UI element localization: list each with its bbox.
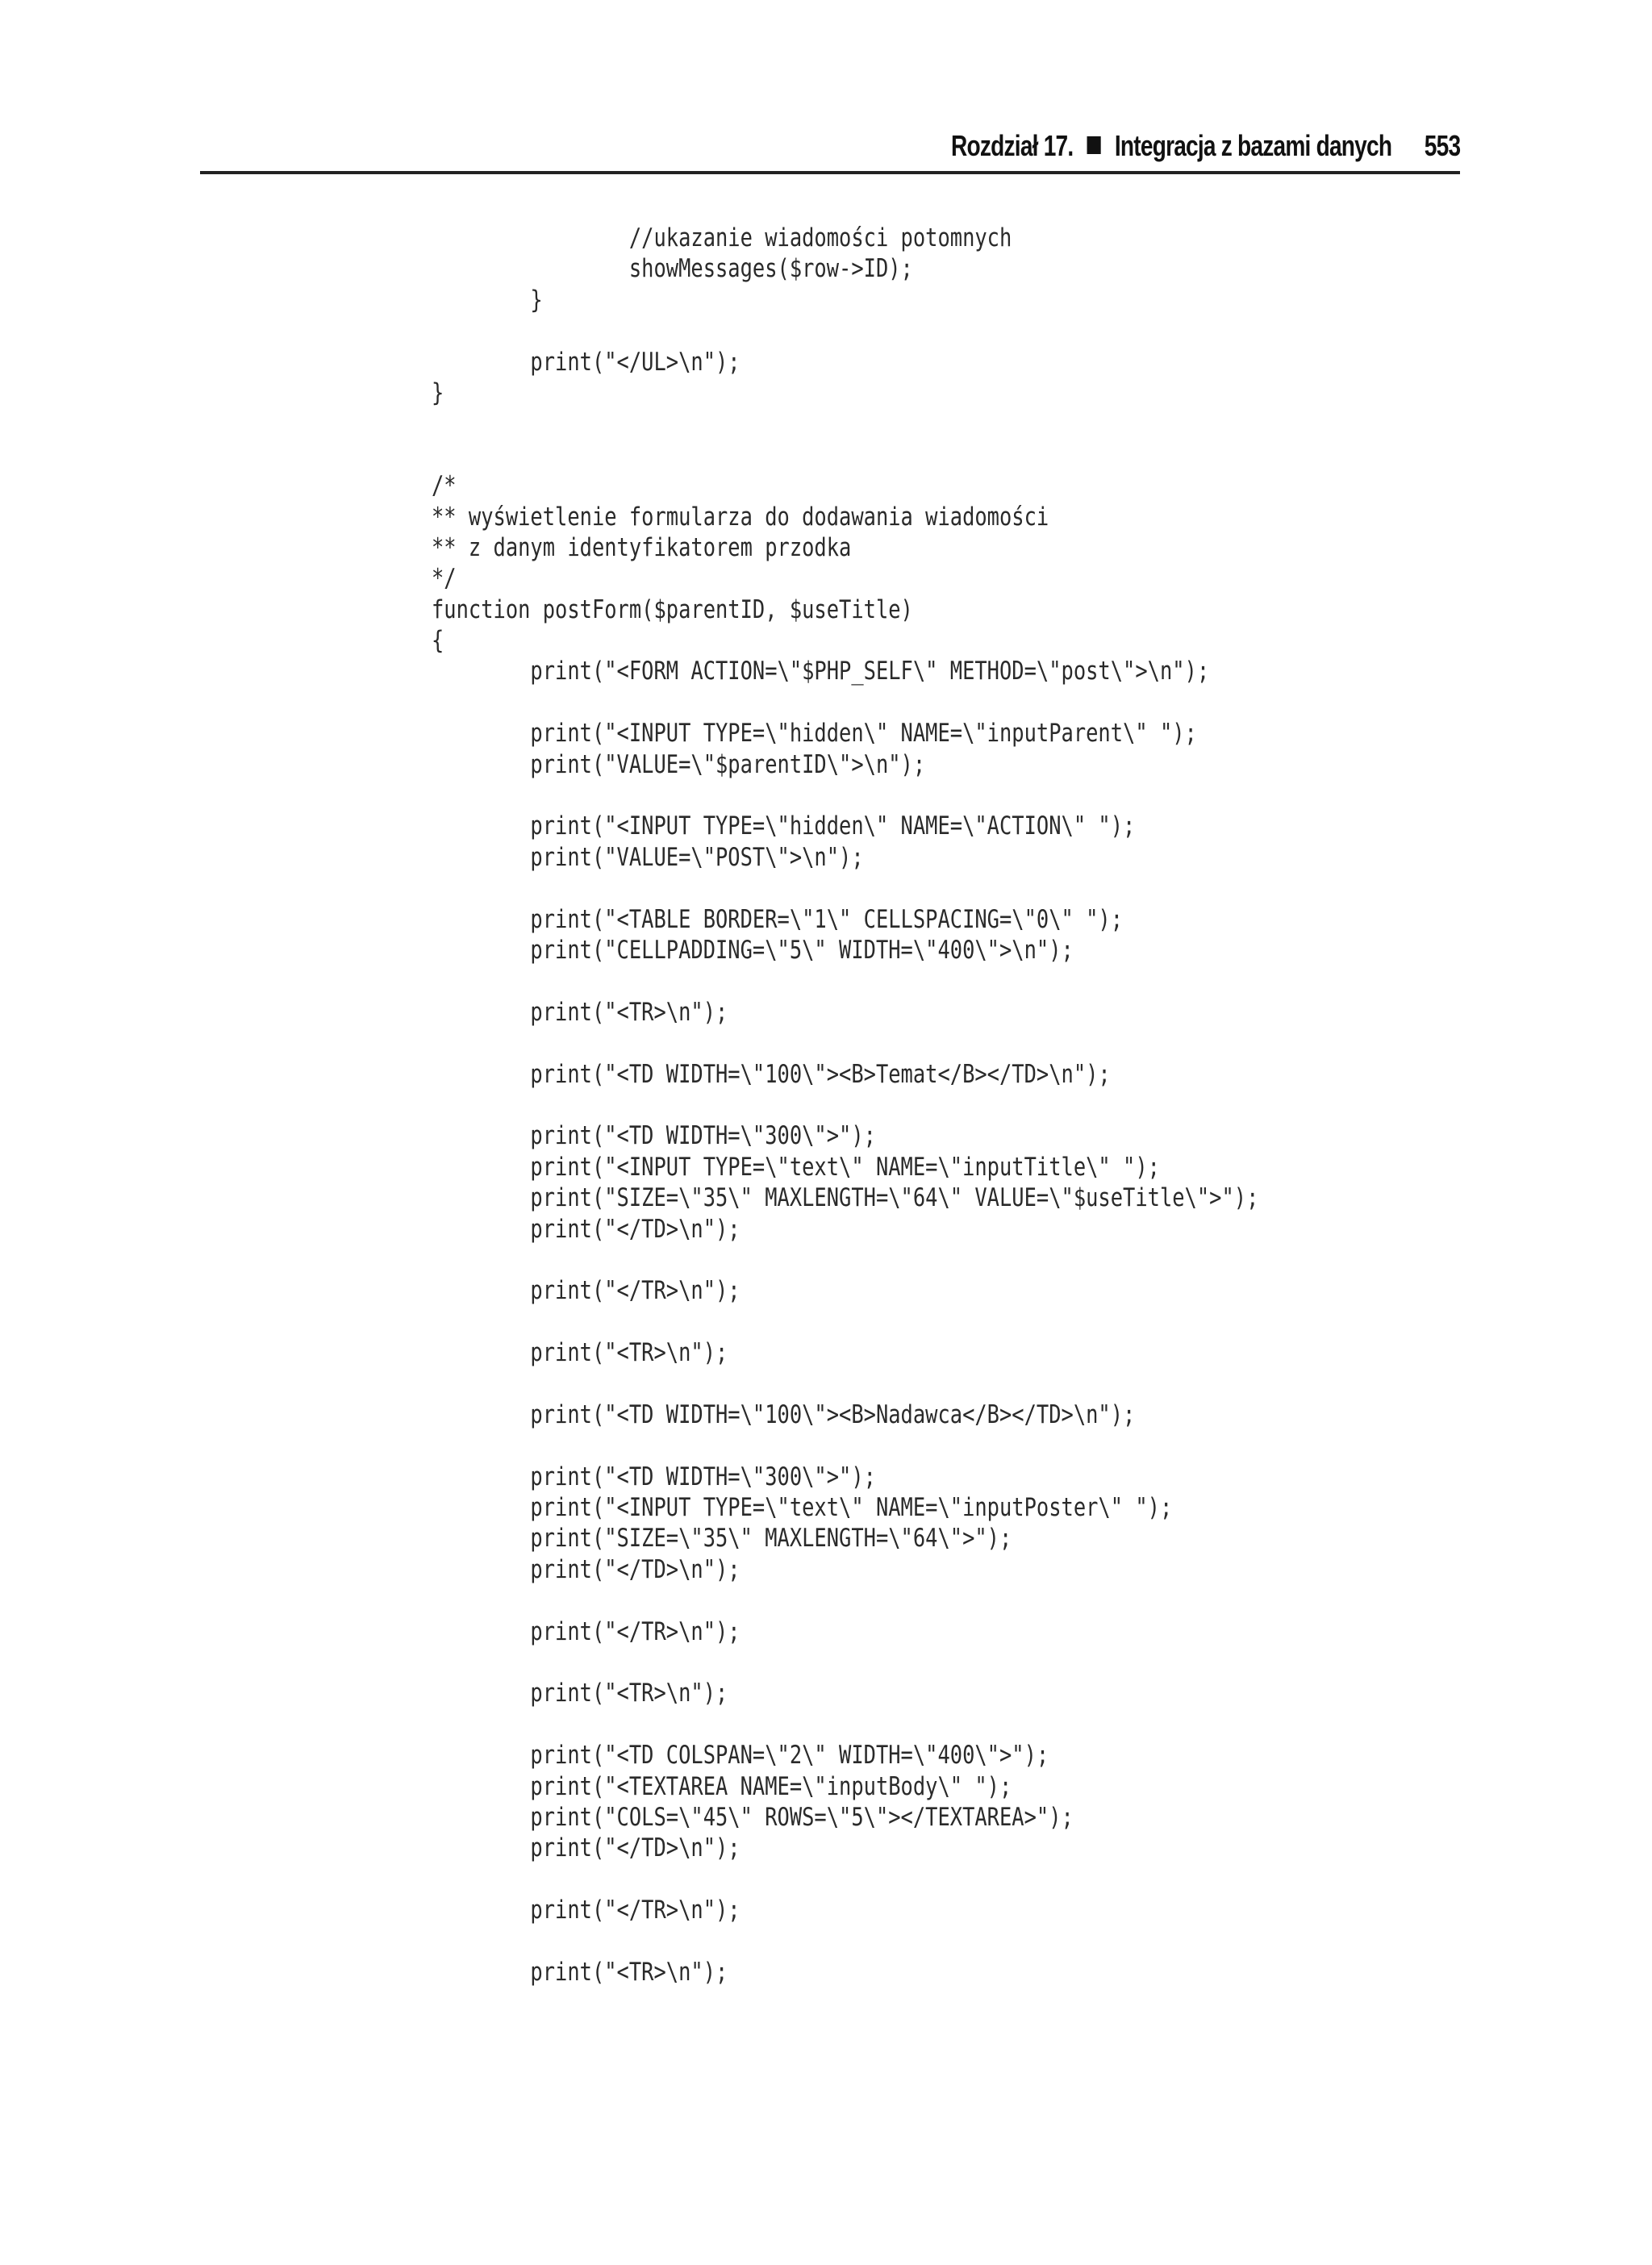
square-bullet-icon: [1087, 136, 1100, 154]
code-line: print("<INPUT TYPE=\"hidden\" NAME=\"ACTION\" ");: [432, 811, 1136, 841]
code-line: print("<TR>\n");: [432, 1957, 728, 1987]
code-line: print("</TR>\n");: [432, 1896, 740, 1925]
code-line: */: [432, 564, 457, 594]
code-line: [432, 440, 1411, 470]
code-line: print("</TD>\n");: [432, 1554, 740, 1584]
code-line: print("VALUE=\"POST\">\n");: [432, 842, 864, 872]
code-line: [432, 873, 1411, 903]
code-line: print("<TD WIDTH=\"300\">");: [432, 1462, 876, 1491]
code-line: print("<INPUT TYPE=\"hidden\" NAME=\"inputParent\" ");: [432, 719, 1197, 749]
code-line: [432, 1307, 1411, 1337]
code-line: ** z danym identyfikatorem przodka: [432, 532, 852, 562]
chapter-label: Rozdział 17.: [950, 129, 1074, 162]
code-line: print("<TD COLSPAN=\"2\" WIDTH=\"400\">");: [432, 1741, 1049, 1771]
code-line: print("<INPUT TYPE=\"text\" NAME=\"inputPoster\" ");: [432, 1493, 1173, 1523]
code-line: print("SIZE=\"35\" MAXLENGTH=\"64\">");: [432, 1524, 1012, 1554]
code-line: print("<TABLE BORDER=\"1\" CELLSPACING=\"0\" ");: [432, 904, 1124, 934]
code-line: function postForm($parentID, $useTitle): [432, 594, 913, 624]
code-line: [432, 315, 1411, 346]
code-listing: [432, 223, 1625, 1988]
code-line: print("<FORM ACTION=\"$PHP_SELF\" METHOD=\"post\">\n");: [432, 657, 1210, 686]
code-line: print("<TEXTAREA NAME=\"inputBody\" ");: [432, 1771, 1012, 1801]
code-line: [432, 687, 1411, 718]
code-line: print("<TR>\n");: [432, 1338, 728, 1368]
code-line: print("</UL>\n");: [432, 347, 740, 377]
code-line: [432, 1028, 1411, 1058]
page-number: 553: [1424, 129, 1460, 162]
code-line: showMessages($row->ID);: [432, 254, 913, 284]
code-line: }: [432, 285, 543, 315]
code-line: print("SIZE=\"35\" MAXLENGTH=\"64\" VALUE=\"$useTitle\">");: [432, 1183, 1259, 1213]
code-line: [432, 408, 1411, 439]
chapter-title: Integracja z bazami danych: [1114, 129, 1391, 162]
code-line: [432, 1709, 1411, 1740]
code-line: [432, 1925, 1411, 1956]
header-text: [951, 129, 1460, 163]
code-line: print("</TD>\n");: [432, 1214, 740, 1244]
code-line: print("<INPUT TYPE=\"text\" NAME=\"inputTitle\" ");: [432, 1152, 1160, 1182]
code-line: [432, 1245, 1411, 1275]
code-line: ** wyświetlenie formularza do dodawania wiadomości: [432, 502, 1049, 532]
code-line: }: [432, 378, 444, 407]
code-line: [432, 1368, 1411, 1399]
code-line: {: [432, 626, 444, 656]
code-line: print("<TD WIDTH=\"100\"><B>Temat</B></TD>\n");: [432, 1059, 1111, 1089]
code-line: [432, 1864, 1411, 1895]
code-line: print("</TR>\n");: [432, 1616, 740, 1646]
code-line: [432, 1430, 1411, 1461]
code-line: print("<TD WIDTH=\"100\"><B>Nadawca</B></TD>\n");: [432, 1399, 1136, 1429]
code-line: print("</TD>\n");: [432, 1833, 740, 1863]
code-line: print("COLS=\"45\" ROWS=\"5\"></TEXTAREA>");: [432, 1802, 1074, 1832]
code-line: print("<TR>\n");: [432, 1679, 728, 1708]
code-line: [432, 966, 1411, 996]
code-line: [432, 780, 1411, 811]
code-line: print("VALUE=\"$parentID\">\n");: [432, 749, 926, 779]
code-line: print("CELLPADDING=\"5\" WIDTH=\"400\">\n");: [432, 935, 1074, 965]
code-line: [432, 1090, 1411, 1120]
running-header: [200, 121, 1460, 174]
code-line: [432, 1647, 1411, 1678]
code-line: print("<TD WIDTH=\"300\">");: [432, 1121, 876, 1151]
code-line: print("</TR>\n");: [432, 1276, 740, 1306]
code-line: /*: [432, 471, 457, 501]
code-line: [432, 1585, 1411, 1616]
code-line: //ukazanie wiadomości potomnych: [432, 223, 1012, 252]
code-line: print("<TR>\n");: [432, 997, 728, 1027]
